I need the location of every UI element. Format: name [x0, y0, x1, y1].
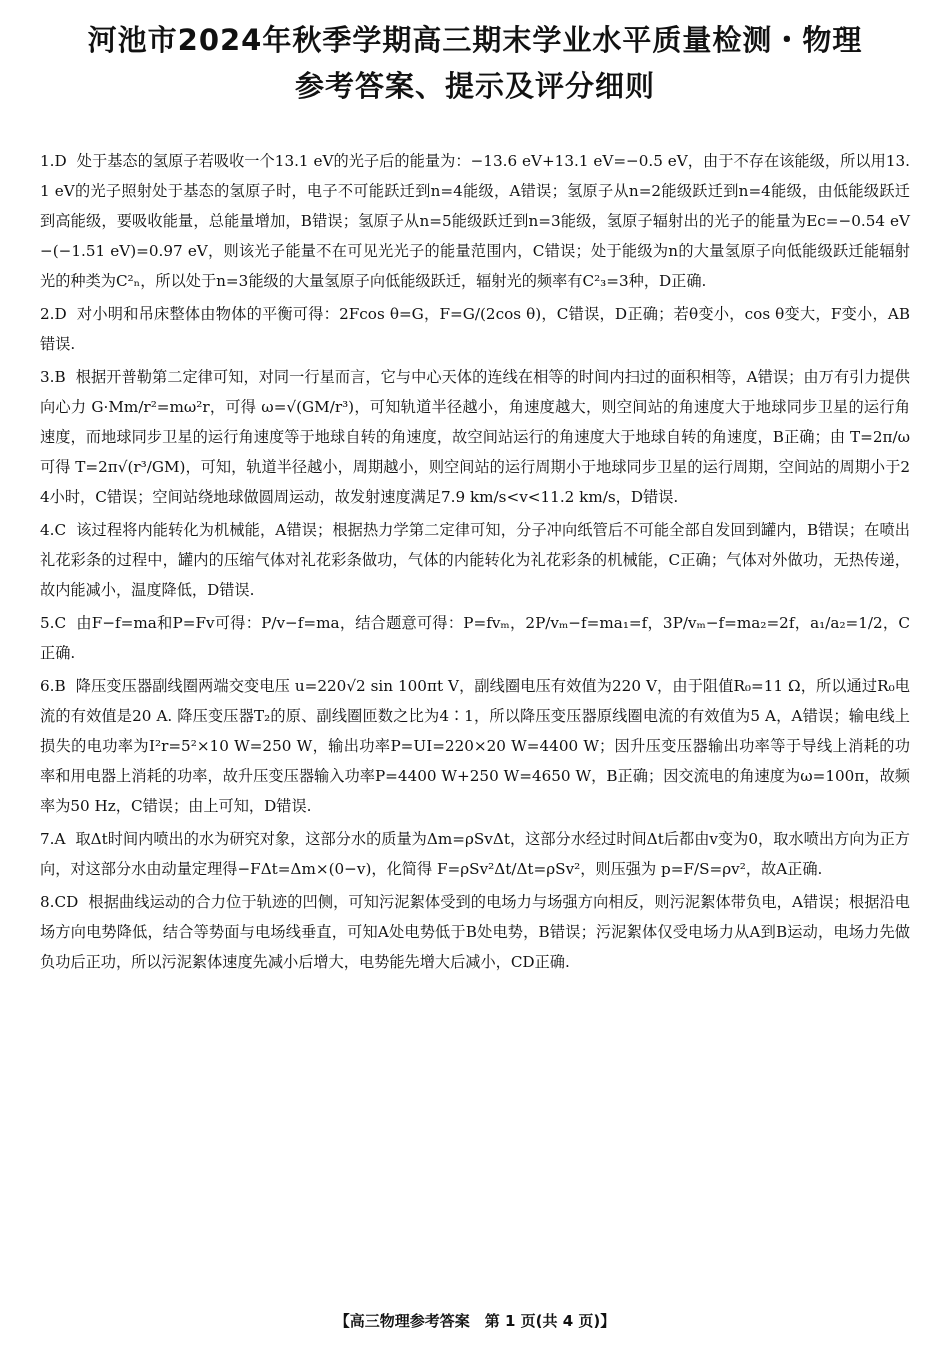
page-footer: 【高三物理参考答案 第 1 页(共 4 页)】 — [334, 1312, 616, 1330]
answer-choice: B — [54, 368, 66, 386]
document-subtitle: 参考答案、提示及评分细则 — [294, 69, 655, 103]
answer-choice: C — [54, 521, 67, 539]
answer-number: 3. — [40, 368, 55, 386]
answer-explanation: 根据开普勒第二定律可知，对同一行星而言，它与中心天体的连线在相等的时间内扫过的面积相等，A错误；由万有引力提供向心力 G·Mm/r²=mω²r，可得 ω=√(GM/r³)，可知轨道半径越小，角速度越大，则空间站的角速度大于地球同步卫星的运行角速度，而地球同步卫星的运行角速度等于地球自转的角速度，故空间站运行的角速度大于地球自转的角速度，B正确；由 T=2π/ω 可得 T=2π√(r³/GM)，可知，轨道半径越小，周期越小，则空间站的运行周期小于地球同步卫星的运行周期，空间站的周期小于24小时，C错误；空间站绕地球做圆周运动，故发射速度满足7.9 km/s<v<11.2 km/s，D错误. — [40, 368, 910, 506]
answer-number: 1. — [40, 152, 55, 170]
answer-item-7 — [40, 824, 910, 884]
answer-number: 5. — [40, 614, 55, 632]
answer-explanation: 该过程将内能转化为机械能，A错误；根据热力学第二定律可知，分子冲向纸管后不可能全部自发回到罐内，B错误；在喷出礼花彩条的过程中，罐内的压缩气体对礼花彩条做功，气体的内能转化为礼花彩条的机械能，C正确；气体对外做功，无热传递，故内能减小，温度降低，D错误. — [40, 521, 910, 599]
answer-number: 4. — [40, 521, 55, 539]
answer-choice: A — [54, 830, 66, 848]
answer-number: 7. — [40, 830, 55, 848]
answer-explanation: 对小明和吊床整体由物体的平衡可得：2Fcos θ=G，F=G/(2cos θ)，C错误，D正确；若θ变小，cos θ变大，F变小，AB错误. — [40, 305, 910, 353]
answer-explanation: 根据曲线运动的合力位于轨迹的凹侧，可知污泥絮体受到的电场力与场强方向相反，则污泥絮体带负电，A错误；根据沿电场方向电势降低，结合等势面与电场线垂直，可知A处电势低于B处电势，B错误；污泥絮体仅受电场力从A到B运动，电场力先做负功后正功，所以污泥絮体速度先减小后增大，电势能先增大后减小，CD正确. — [40, 893, 910, 971]
answer-number: 6. — [40, 677, 55, 695]
answer-explanation: 取Δt时间内喷出的水为研究对象，这部分水的质量为Δm=ρSvΔt，这部分水经过时间Δt后都由v变为0，取水喷出方向为正方向，对这部分水由动量定理得−FΔt=Δm×(0−v)，化简得 F=ρSv²Δt/Δt=ρSv²，则压强为 p=F/S=ρv²，故A正确. — [40, 830, 910, 878]
answer-item-2 — [40, 299, 910, 359]
answer-choice: D — [54, 305, 67, 323]
answer-explanation: 降压变压器副线圈两端交变电压 u=220√2 sin 100πt V，副线圈电压有效值为220 V，由于阻值R₀=11 Ω，所以通过R₀电流的有效值是20 A. 降压变压器T₂的原、副线圈匝数之比为4∶1，所以降压变压器原线圈电流的有效值为5 A，A错误；输电线上损失的电功率为I²r=5²×10 W=250 W，输出功率P=UI=220×20 W=4400 W；因升压变压器输出功率等于导线上消耗的功率和用电器上消耗的功率，故升压变压器输入功率P=4400 W+250 W=4650 W，B正确；因交流电的角速度为ω=100π，故频率为50 Hz，C错误；由上可知，D错误. — [40, 677, 910, 815]
answer-choice: D — [54, 152, 67, 170]
answer-item-8 — [40, 887, 910, 977]
answer-number: 2. — [40, 305, 55, 323]
answer-explanation: 由F−f=ma和P=Fv可得：P/v−f=ma，结合题意可得：P=fvₘ，2P/vₘ−f=ma₁=f，3P/vₘ−f=ma₂=2f，a₁/a₂=1/2，C正确. — [40, 614, 910, 662]
document-title: 河池市2024年秋季学期高三期末学业水平质量检测・物理 — [87, 23, 863, 57]
answer-item-4 — [40, 515, 910, 605]
answer-number: 8. — [40, 893, 55, 911]
answer-item-1 — [40, 146, 910, 296]
answer-list — [40, 146, 910, 980]
answer-item-6 — [40, 671, 910, 821]
answer-choice: CD — [54, 893, 79, 911]
answer-item-5 — [40, 608, 910, 668]
answer-choice: B — [54, 677, 66, 695]
answer-item-3 — [40, 362, 910, 512]
answer-choice: C — [54, 614, 67, 632]
answer-explanation: 处于基态的氢原子若吸收一个13.1 eV的光子后的能量为：−13.6 eV+13.1 eV=−0.5 eV，由于不存在该能级，所以用13.1 eV的光子照射处于基态的氢原子时，电子不可能跃迁到n=4能级，A错误；氢原子从n=2能级跃迁到n=4能级，由低能级跃迁到高能级，要吸收能量，总能量增加，B错误；氢原子从n=5能级跃迁到n=3能级，氢原子辐射出的光子的能量为Ec=−0.54 eV−(−1.51 eV)=0.97 eV，则该光子能量不在可见光光子的能量范围内，C错误；处于能级为n的大量氢原子向低能级跃迁能辐射光的种类为C²ₙ，所以处于n=3能级的大量氢原子向低能级跃迁，辐射光的频率有C²₃=3种，D正确. — [40, 152, 910, 290]
